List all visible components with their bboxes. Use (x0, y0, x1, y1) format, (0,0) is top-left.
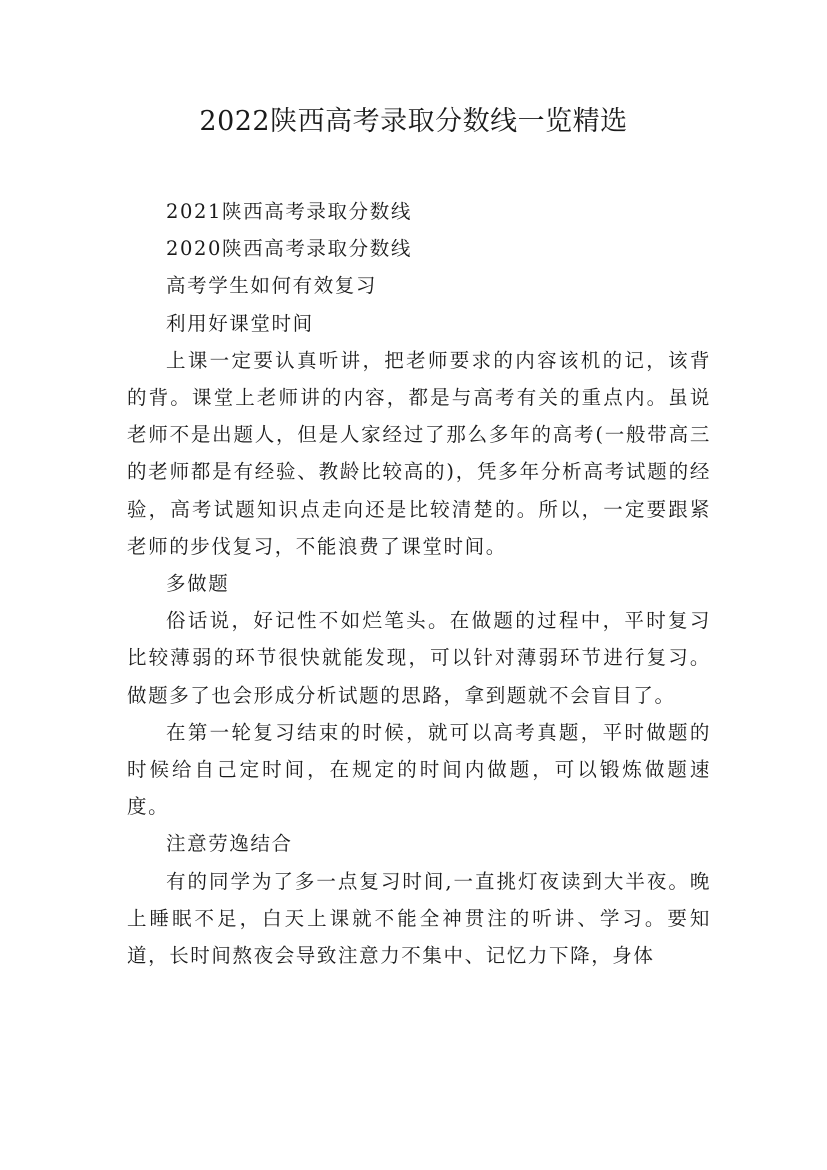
subheading-practice: 多做题 (166, 572, 230, 596)
paragraph-rest-balance: 有的同学为了多一点复习时间,一直挑灯夜读到大半夜。晚上睡眠不足，白天上课就不能全神贯注的听讲、学习。要知道，长时间熬夜会导致注意力不集中、记忆力下降，身体 (127, 869, 711, 968)
subheading-use-class-time: 利用好课堂时间 (166, 311, 314, 335)
link-2020-score-line: 2020陕西高考录取分数线 (166, 237, 412, 261)
paragraph-timed-practice: 在第一轮复习结束的时候，就可以高考真题，平时做题的时候给自己定时间，在规定的时间内做题，可以锻炼做题速度。 (127, 720, 711, 819)
paragraph-practice: 俗话说，好记性不如烂笔头。在做题的过程中，平时复习比较薄弱的环节很快就能发现，可以针对薄弱环节进行复习。做题多了也会形成分析试题的思路，拿到题就不会盲目了。 (127, 609, 711, 707)
subheading-rest-balance: 注意劳逸结合 (166, 832, 293, 856)
paragraph-class-time: 上课一定要认真听讲，把老师要求的内容该机的记，该背的背。课堂上老师讲的内容，都是与高考有关的重点内。虽说老师不是出题人，但是人家经过了那么多年的高考(一般带高三的老师都是有经验、教龄比较高的)，凭多年分析高考试题的经验，高考试题知识点走向还是比较清楚的。所以，一定要跟紧老师的步伐复习，不能浪费了课堂时间。 (127, 348, 711, 558)
document-body (127, 193, 711, 974)
link-2021-score-line: 2021陕西高考录取分数线 (166, 200, 412, 223)
section-heading-review: 高考学生如何有效复习 (166, 274, 378, 298)
page-title: 2022陕西高考录取分数线一览精选 (199, 106, 628, 137)
